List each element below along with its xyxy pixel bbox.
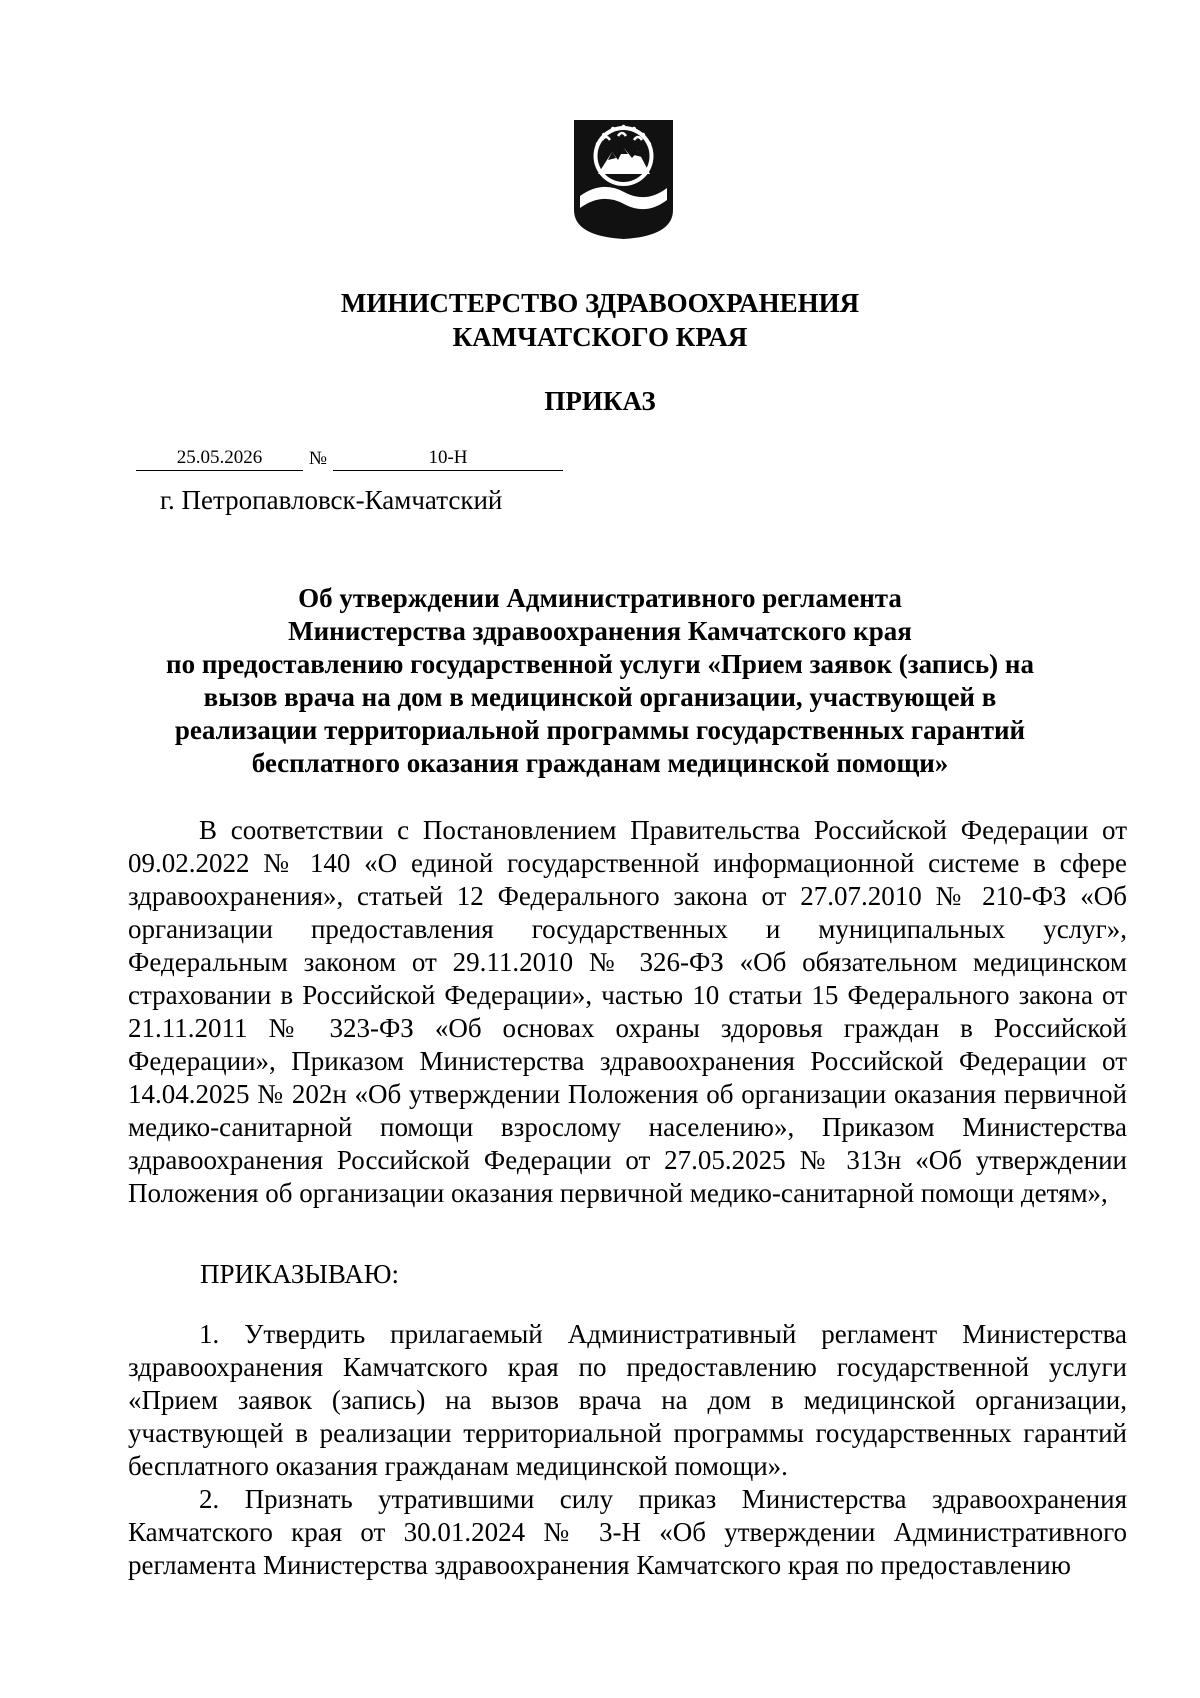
city-line: г. Петропавловск-Камчатский [160, 485, 503, 515]
document-subject [0, 582, 1200, 780]
number-sign: № [308, 448, 328, 469]
subject-line: Об утверждении Административного регламента [298, 583, 902, 613]
subject-line: бесплатного оказания гражданам медицинской помощи» [251, 748, 949, 778]
order-items [128, 1318, 1127, 1582]
subject-line: по предоставлению государственной услуги «Прием заявок (запись) на [166, 649, 1034, 679]
preamble-block [128, 814, 1127, 1210]
document-type-title: ПРИКАЗ [544, 386, 656, 416]
order-item-2: 2. Признать утратившими силу приказ Министерства здравоохранения Камчатского края от 30.01.2024 № 3-Н «Об утверждении Административного регламента Министерства здравоохранения Камчатского края по предоставлению [128, 1484, 1127, 1580]
ministry-name [0, 286, 1200, 354]
order-number: 10-Н [333, 446, 563, 471]
order-date: 25.05.2026 [136, 446, 303, 471]
ministry-line-2: КАМЧАТСКОГО КРАЯ [452, 322, 748, 352]
kamchatka-coat-of-arms-icon [572, 118, 675, 240]
subject-line: вызов врача на дом в медицинской организации, участвующей в [203, 682, 997, 712]
subject-line: Министерства здравоохранения Камчатского края [288, 616, 912, 646]
order-item-1: 1. Утвердить прилагаемый Административный регламент Министерства здравоохранения Камчатского края по предоставлению государственной услуги «Прием заявок (запись) на вызов врача на дом в медицинской организации, участвующей в реализации территориальной программы государственных гарантий бесплатного оказания гражданам медицинской помощи». [128, 1319, 1127, 1481]
order-date-number-line [136, 446, 563, 472]
ministry-line-1: МИНИСТЕРСТВО ЗДРАВООХРАНЕНИЯ [340, 288, 860, 318]
decree-word: ПРИКАЗЫВАЮ: [200, 1259, 399, 1289]
preamble-paragraph: В соответствии с Постановлением Правительства Российской Федерации от 09.02.2022 № 140 «О единой государственной информационной системе в сфере здравоохранения», статьей 12 Федерального закона от 27.07.2010 № 210-ФЗ «Об организации предоставления государственных и муниципальных услуг», Федеральным законом от 29.11.2010 № 326-ФЗ «Об обязательном медицинском страховании в Российской Федерации», частью 10 статьи 15 Федерального закона от 21.11.2011 № 323-ФЗ «Об основах охраны здоровья граждан в Российской Федерации», Приказом Министерства здравоохранения Российской Федерации от 14.04.2025 № 202н «Об утверждении Положения об организации оказания первичной медико-санитарной помощи взрослому населению», Приказом Министерства здравоохранения Российской Федерации от 27.05.2025 № 313н «Об утверждении Положения об организации оказания первичной медико-санитарной помощи детям», [128, 815, 1127, 1208]
subject-line: реализации территориальной программы государственных гарантий [174, 715, 1026, 745]
